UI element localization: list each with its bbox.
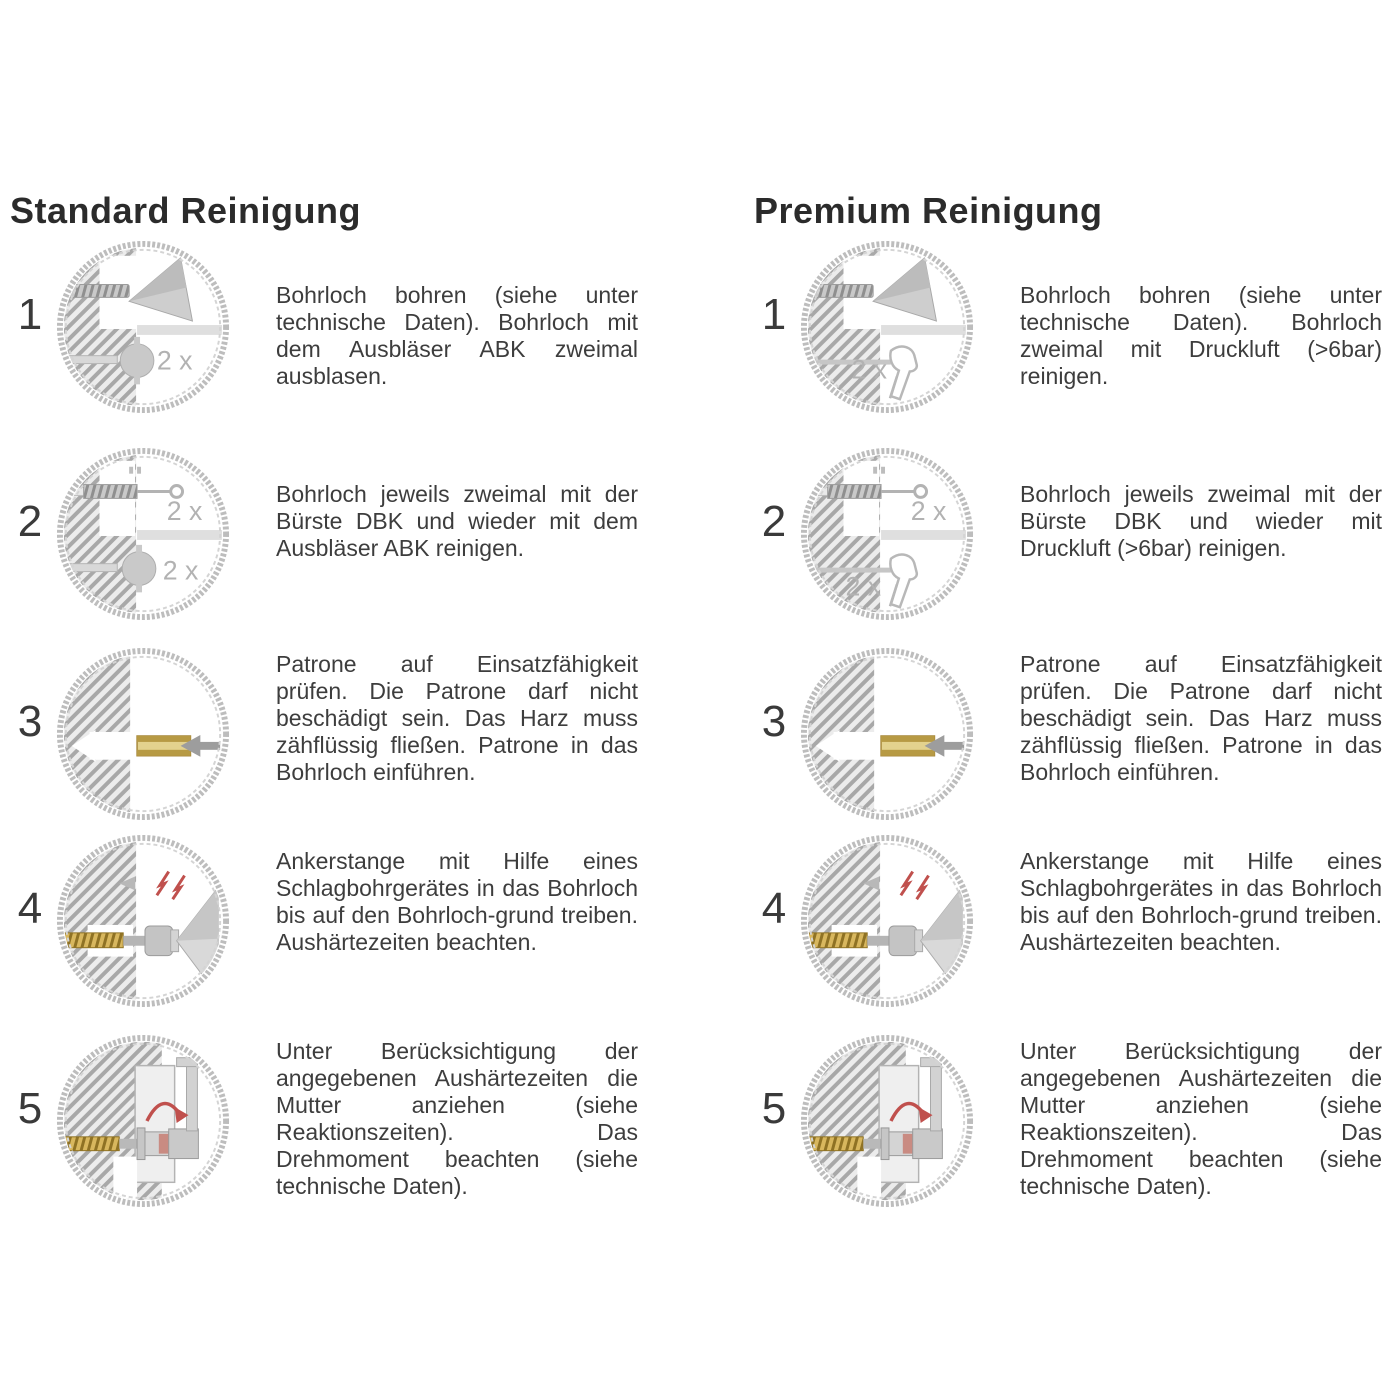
column-title-standard: Standard Reinigung [10, 190, 361, 231]
step-row [8, 445, 653, 631]
step-row [752, 645, 1397, 831]
step-instructions: Patrone auf Einsatzfähigkeit prüfen. Die Patrone darf nicht beschädigt sein. Das Harz muss zähflüssig fließen. Patrone in das Bohrloch einführen. [1020, 651, 1382, 785]
step-instructions: Bohrloch jeweils zweimal mit der Bürste DBK und wieder mit dem Ausbläser ABK reinigen. [276, 481, 638, 561]
nut-tightening-icon [798, 1032, 976, 1210]
step-instructions: Unter Berücksichtigung der angegebenen Aushärtezeiten die Mutter anziehen (siehe Reaktionszeiten). Das Drehmoment beachten (siehe technische Daten). [1020, 1038, 1382, 1199]
nut-tightening-icon [54, 1032, 232, 1210]
step-number: 4 [17, 884, 43, 933]
step-row [8, 238, 653, 424]
cartridge-insertion-icon [54, 645, 232, 823]
step-number: 5 [761, 1084, 787, 1133]
repeat-count-label: 2 x [156, 345, 193, 376]
brush-and-air-gun-icon [798, 445, 976, 623]
step-instructions: Unter Berücksichtigung der angegebenen Aushärtezeiten die Mutter anziehen (siehe Reaktionszeiten). Das Drehmoment beachten (siehe technische Daten). [276, 1038, 638, 1199]
repeat-count-label: 2 x [845, 571, 882, 602]
drill-and-air-gun-icon [798, 238, 976, 416]
column-title-premium: Premium Reinigung [754, 190, 1103, 231]
repeat-count-label: 2 x [166, 496, 203, 527]
step-row [752, 445, 1397, 631]
repeat-count-label: 2 x [910, 496, 947, 527]
step-instructions: Patrone auf Einsatzfähigkeit prüfen. Die Patrone darf nicht beschädigt sein. Das Harz muss zähflüssig fließen. Patrone in das Bohrloch einführen. [276, 651, 638, 785]
cartridge-insertion-icon [798, 645, 976, 823]
step-row [8, 645, 653, 831]
anchor-rod-driving-icon [798, 832, 976, 1010]
step-number: 2 [17, 497, 43, 546]
step-number: 4 [761, 884, 787, 933]
standard-reinigung-column [8, 190, 653, 1230]
step-row [752, 832, 1397, 1018]
step-number: 5 [17, 1084, 43, 1133]
step-instructions: Bohrloch bohren (siehe unter technische Daten). Bohrloch mit dem Ausbläser ABK zweimal ausblasen. [276, 282, 638, 389]
repeat-count-label: 2 x [851, 354, 888, 385]
step-number: 1 [761, 290, 787, 339]
step-row [8, 832, 653, 1018]
step-instructions: Bohrloch jeweils zweimal mit der Bürste DBK und wieder mit Druckluft (>6bar) reinigen. [1020, 481, 1382, 561]
step-instructions: Ankerstange mit Hilfe eines Schlagbohrgerätes in das Bohrloch bis auf den Bohrloch-grund treiben. Aushärtezeiten beachten. [276, 848, 638, 955]
step-number: 3 [761, 697, 787, 746]
brush-and-blower-icon [54, 445, 232, 623]
premium-reinigung-column [752, 190, 1397, 1230]
step-row [752, 1032, 1397, 1218]
repeat-count-label: 2 x [162, 555, 199, 586]
step-number: 1 [17, 290, 43, 339]
step-number: 3 [17, 697, 43, 746]
step-number: 2 [761, 497, 787, 546]
step-row [752, 238, 1397, 424]
step-instructions: Ankerstange mit Hilfe eines Schlagbohrgerätes in das Bohrloch bis auf den Bohrloch-grund treiben. Aushärtezeiten beachten. [1020, 848, 1382, 955]
drill-and-blower-icon [54, 238, 232, 416]
step-row [8, 1032, 653, 1218]
anchor-rod-driving-icon [54, 832, 232, 1010]
step-instructions: Bohrloch bohren (siehe unter technische Daten). Bohrloch zweimal mit Druckluft (>6bar) reinigen. [1020, 282, 1382, 389]
